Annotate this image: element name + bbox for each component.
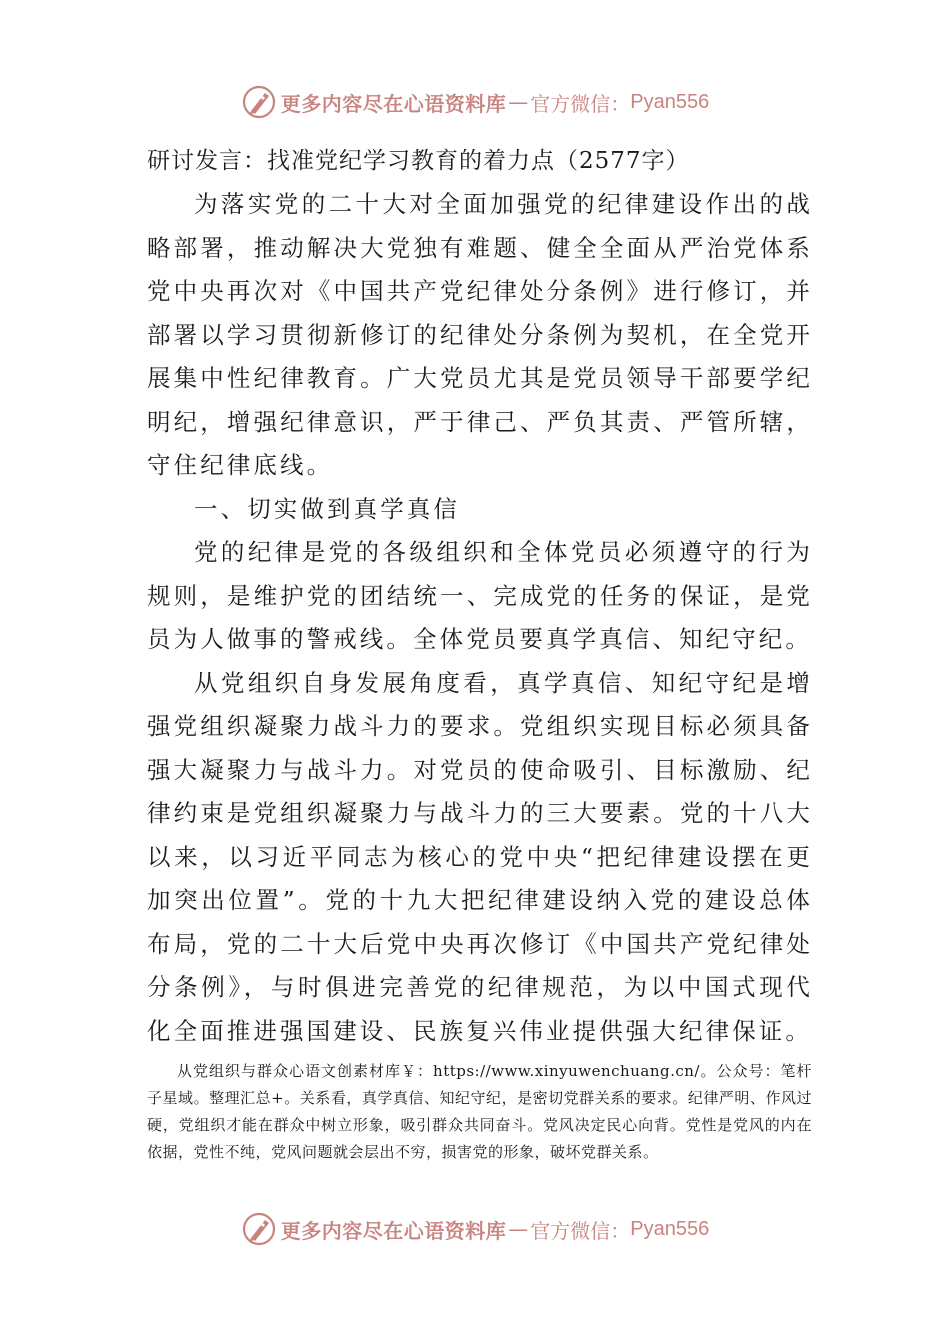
small-print-paragraph: 从党组织与群众心语文创素材库￥：https://www.xinyuwenchuang.cn/。公众号：笔杆子星域。整理汇总+。关系看，真学真信、知纪守纪，是密切党群关系的要求。纪律严明、作风过硬，党组织才能在群众中树立形象，吸引群众共同奋斗。党风决定民心向背。党性是党风的内在依据，党性不纯，党风问题就会层出不穷，损害党的形象，破坏党群关系。 <box>147 1062 812 1161</box>
intro-paragraph: 为落实党的二十大对全面加强党的纪律建设作出的战略部署，推动解决大党独有难题、健全全面从严治党体系党中央再次对《中国共产党纪律处分条例》进行修订，并部署以学习贯彻新修订的纪律处分条例为契机，在全党开展集中性纪律教育。广大党员尤其是党员领导干部要学纪明纪，增强纪律意识，严于律己、严负其责、严管所辖，守住纪律底线。 <box>147 190 813 479</box>
banner-separator: — <box>508 1217 529 1241</box>
section-heading: 一、切实做到真学真信 <box>194 494 460 523</box>
banner-separator: — <box>508 90 529 114</box>
top-banner <box>0 80 950 124</box>
banner-text: 更多内容尽在心语资料库 <box>280 1218 507 1243</box>
pen-nib-icon <box>241 1211 277 1247</box>
banner-wechat-label: 官方微信： <box>530 91 631 116</box>
section-paragraph: 党的纪律是党的各级组织和全体党员必须遵守的行为规则，是维护党的团结统一、完成党的任务的保证，是党员为人做事的警戒线。全体党员要真学真信、知纪守纪。 <box>147 538 813 653</box>
section-paragraph: 从党组织自身发展角度看，真学真信、知纪守纪是增强党组织凝聚力战斗力的要求。党组织实现目标必须具备强大凝聚力与战斗力。对党员的使命吸引、目标激励、纪律约束是党组织凝聚力与战斗力的三大要素。党的十八大以来，以习近平同志为核心的党中央“把纪律建设摆在更加突出位置”。党的十九大把纪律建设纳入党的建设总体布局，党的二十大后党中央再次修订《中国共产党纪律处分条例》，与时俱进完善党的纪律规范，为以中国式现代化全面推进强国建设、民族复兴伟业提供强大纪律保证。 <box>147 668 813 1045</box>
banner-wechat-id: Pyan556 <box>630 1217 710 1240</box>
bottom-banner <box>0 1207 950 1251</box>
pen-nib-icon <box>241 84 277 120</box>
banner-text: 更多内容尽在心语资料库 <box>280 91 507 116</box>
banner-wechat-id: Pyan556 <box>630 90 710 113</box>
banner-wechat-label: 官方微信： <box>530 1218 631 1243</box>
document-title: 研讨发言：找准党纪学习教育的着力点（2577字） <box>147 148 690 174</box>
document-body <box>147 140 813 1053</box>
